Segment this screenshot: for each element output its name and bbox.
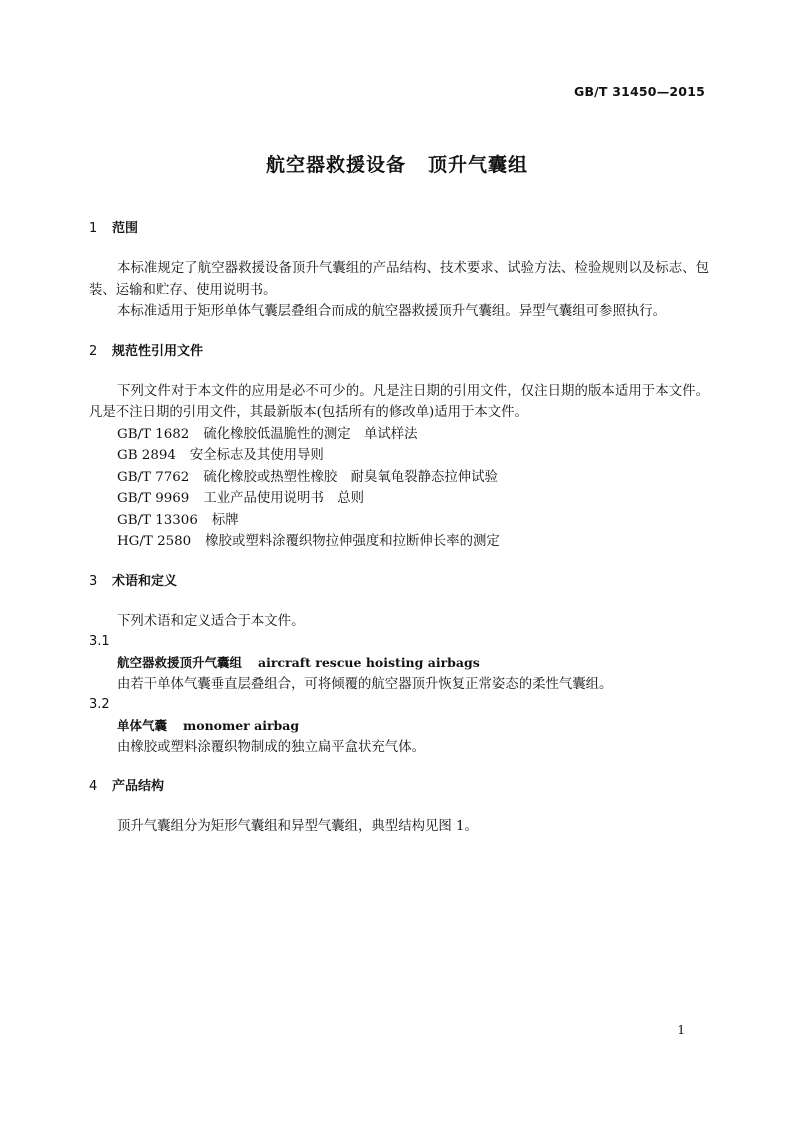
term-name-cn: 航空器救援顶升气囊组 xyxy=(117,655,243,670)
term-name xyxy=(89,715,709,737)
reference-code: GB/T 7762 xyxy=(117,469,190,485)
term-definition: 由若干单体气囊垂直层叠组合，可将倾覆的航空器顶升恢复正常姿态的柔性气囊组。 xyxy=(117,676,613,692)
reference-title: 工业产品使用说明书 总则 xyxy=(203,491,365,506)
title-part1: 航空器救援设备 xyxy=(265,154,406,176)
section-heading-scope xyxy=(89,218,709,240)
reference-code: HG/T 2580 xyxy=(117,534,192,549)
reference-code: GB/T 13306 xyxy=(117,512,198,528)
paragraph: 下列文件对于本文件的应用是必不可少的。凡是注日期的引用文件，仅注日期的版本适用于本文件。凡是不注日期的引用文件，其最新版本(包括所有的修改单)适用于本文件。 xyxy=(89,383,709,420)
reference-title: 标牌 xyxy=(211,512,239,528)
section-heading-normative-references xyxy=(89,341,709,363)
section-number: 3 xyxy=(89,573,98,589)
reference-code: GB 2894 xyxy=(117,448,176,463)
paragraph: 下列术语和定义适合于本文件。 xyxy=(117,613,305,629)
reference-code: GB/T 9969 xyxy=(117,491,190,506)
reference-item xyxy=(89,510,709,532)
page-number: 1 xyxy=(677,1023,685,1037)
section-number: 1 xyxy=(89,221,98,236)
term-number: 3.1 xyxy=(89,634,110,649)
reference-item xyxy=(89,488,709,510)
reference-title: 硫化橡胶或热塑性橡胶 耐臭氧龟裂静态拉伸试验 xyxy=(203,469,498,485)
title-part2: 顶升气囊组 xyxy=(428,154,529,176)
document-title xyxy=(0,150,794,177)
term-definition: 由橡胶或塑料涂覆织物制成的独立扁平盒状充气体。 xyxy=(117,739,425,755)
paragraph: 本标准适用于矩形单体气囊层叠组合而成的航空器救援顶升气囊组。异型气囊组可参照执行。 xyxy=(117,304,667,319)
term-name xyxy=(89,652,709,674)
reference-code: GB/T 1682 xyxy=(117,426,190,442)
section-heading-terms-definitions xyxy=(89,571,709,593)
reference-item xyxy=(89,467,709,489)
reference-item xyxy=(89,424,709,446)
term-name-cn: 单体气囊 xyxy=(117,718,168,733)
reference-title: 硫化橡胶低温脆性的测定 单试样法 xyxy=(203,426,418,442)
term-number: 3.2 xyxy=(89,697,110,712)
section-title: 规范性引用文件 xyxy=(112,343,204,359)
term-name-en: monomer airbag xyxy=(183,718,300,733)
reference-title: 安全标志及其使用导则 xyxy=(189,448,324,463)
reference-title: 橡胶或塑料涂覆织物拉伸强度和拉断伸长率的测定 xyxy=(205,534,500,549)
term-name-en: aircraft rescue hoisting airbags xyxy=(258,655,480,670)
section-title: 术语和定义 xyxy=(112,573,178,589)
section-title: 产品结构 xyxy=(112,779,165,794)
section-number: 2 xyxy=(89,343,98,359)
section-number: 4 xyxy=(89,779,98,794)
standard-code: GB/T 31450—2015 xyxy=(573,84,705,99)
reference-item xyxy=(89,531,709,553)
document-body xyxy=(89,218,709,838)
section-title: 范围 xyxy=(112,221,139,236)
paragraph: 本标准规定了航空器救援设备顶升气囊组的产品结构、技术要求、试验方法、检验规则以及标志、包装、运输和贮存、使用说明书。 xyxy=(89,261,709,298)
paragraph: 顶升气囊组分为矩形气囊组和异型气囊组，典型结构见图 1。 xyxy=(117,819,478,834)
section-heading-product-structure xyxy=(89,776,709,798)
reference-item xyxy=(89,445,709,467)
